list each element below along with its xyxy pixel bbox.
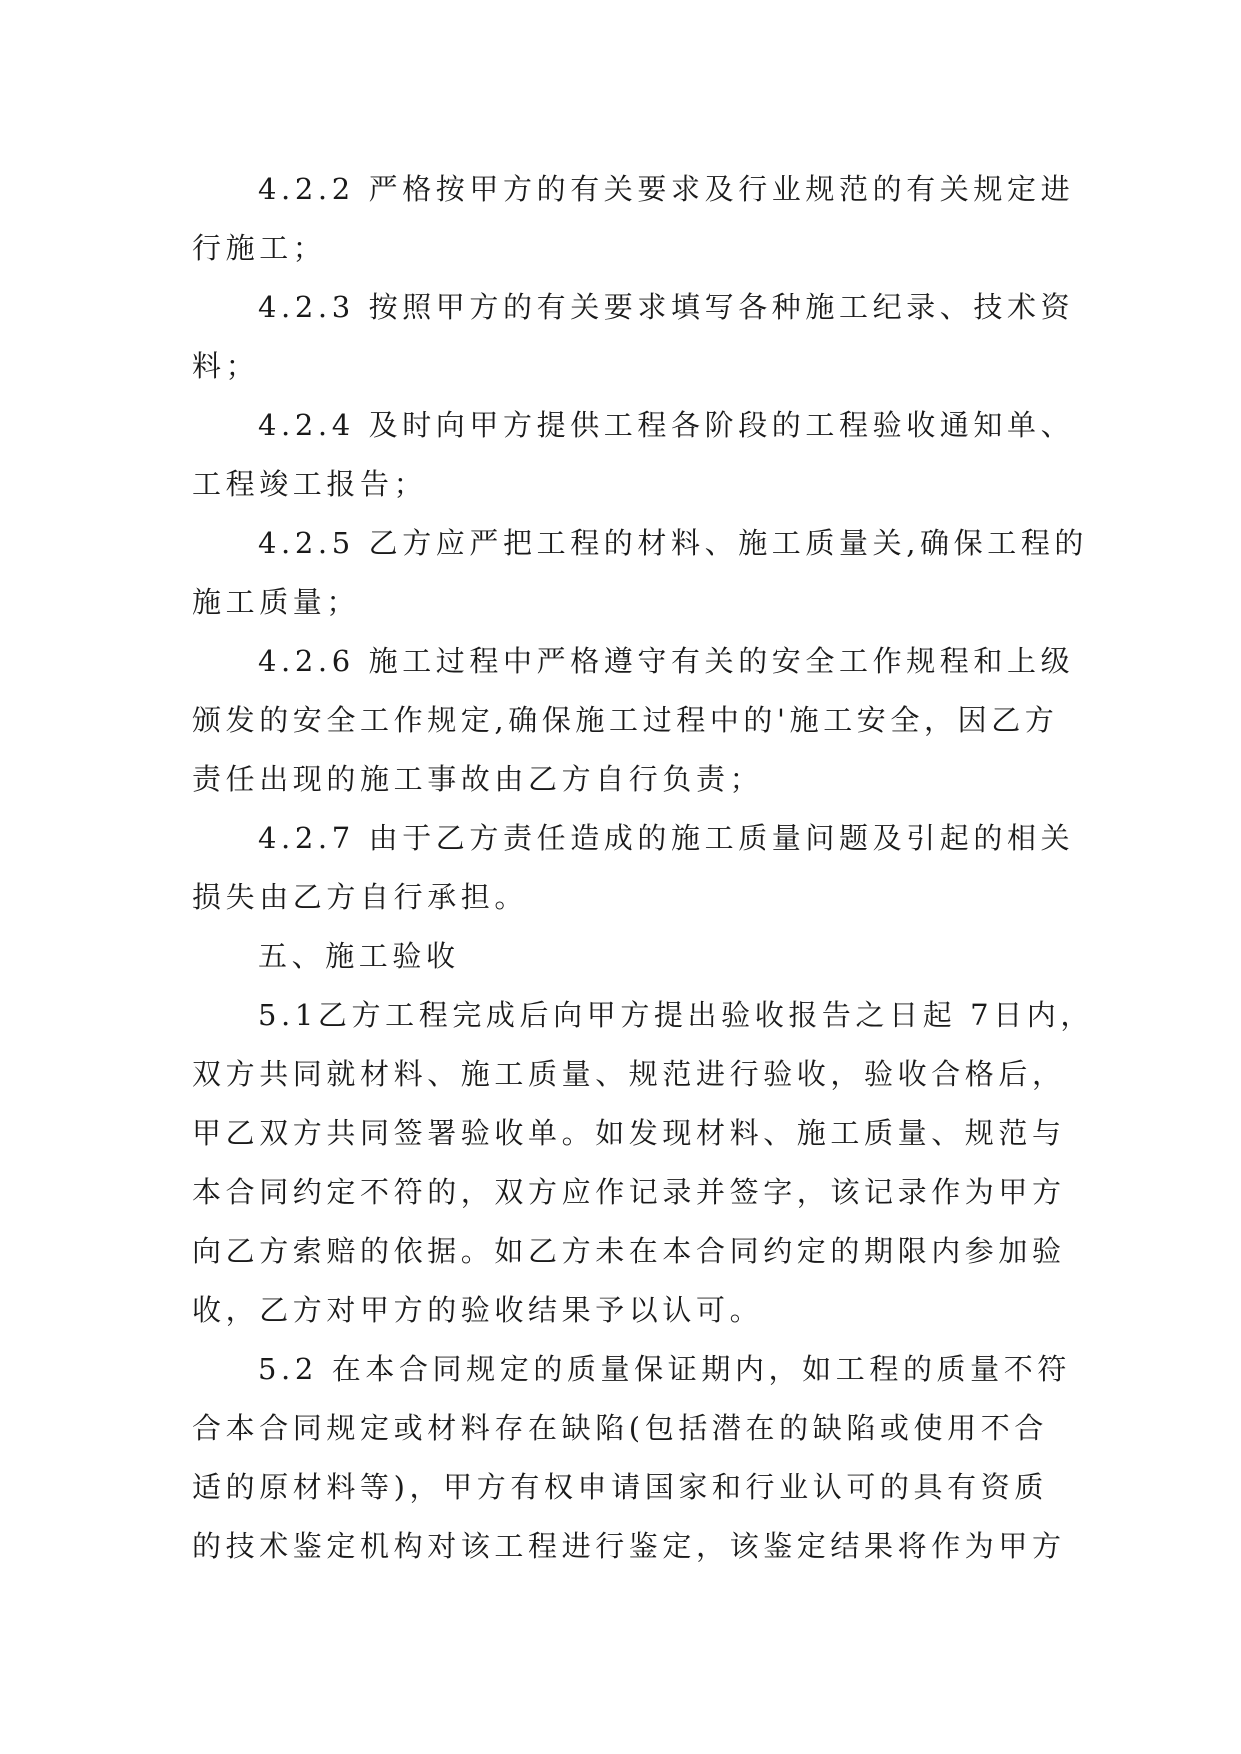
text-line: 损失由乙方自行承担。 xyxy=(192,880,529,914)
text-line: 甲乙双方共同签署验收单。如发现材料、施工质量、规范与 xyxy=(192,1116,1066,1150)
text-line: 料； xyxy=(192,349,260,383)
clause-4-2-5 xyxy=(192,514,1089,632)
text-line: 5.1乙方工程完成后向甲方提出验收报告之日起 7日内， xyxy=(258,998,1094,1032)
section-heading-5 xyxy=(192,927,1052,986)
text-line: 4.2.3 按照甲方的有关要求填写各种施工纪录、技术资 xyxy=(258,290,1075,324)
text-line: 本合同约定不符的，双方应作记录并签字，该记录作为甲方 xyxy=(192,1175,1066,1209)
clause-4-2-6 xyxy=(192,632,1075,809)
text-line: 4.2.6 施工过程中严格遵守有关的安全工作规程和上级 xyxy=(258,644,1075,678)
clause-4-2-7 xyxy=(192,809,1075,927)
text-line: 向乙方索赔的依据。如乙方未在本合同约定的期限内参加验 xyxy=(192,1234,1066,1268)
text-line: 合本合同规定或材料存在缺陷(包括潜在的缺陷或使用不合 xyxy=(192,1411,1048,1445)
text-line: 双方共同就材料、施工质量、规范进行验收，验收合格后， xyxy=(192,1057,1066,1091)
clause-5-2 xyxy=(192,1340,1071,1576)
text-line: 4.2.2 严格按甲方的有关要求及行业规范的有关规定进 xyxy=(258,172,1075,206)
text-line: 施工质量； xyxy=(192,585,361,619)
clause-5-1 xyxy=(192,986,1094,1340)
text-line: 工程竣工报告； xyxy=(192,467,428,501)
document-body xyxy=(192,160,1094,1576)
clause-4-2-2 xyxy=(192,160,1075,278)
text-line: 4.2.4 及时向甲方提供工程各阶段的工程验收通知单、 xyxy=(258,408,1075,442)
text-line: 行施工； xyxy=(192,231,327,265)
text-line: 的技术鉴定机构对该工程进行鉴定，该鉴定结果将作为甲方 xyxy=(192,1529,1066,1563)
text-line: 4.2.7 由于乙方责任造成的施工质量问题及引起的相关 xyxy=(258,821,1075,855)
text-line: 收，乙方对甲方的验收结果予以认可。 xyxy=(192,1293,764,1327)
text-line: 4.2.5 乙方应严把工程的材料、施工质量关,确保工程的 xyxy=(258,526,1089,560)
text-line: 5.2 在本合同规定的质量保证期内，如工程的质量不符 xyxy=(258,1352,1071,1386)
text-line: 适的原材料等)，甲方有权申请国家和行业认可的具有资质 xyxy=(192,1470,1048,1504)
text-line: 责任出现的施工事故由乙方自行负责； xyxy=(192,762,764,796)
section-title: 五、施工验收 xyxy=(258,939,460,973)
text-line: 颁发的安全工作规定,确保施工过程中的'施工安全，因乙方 xyxy=(192,703,1059,737)
clause-4-2-4 xyxy=(192,396,1075,514)
clause-4-2-3 xyxy=(192,278,1075,396)
